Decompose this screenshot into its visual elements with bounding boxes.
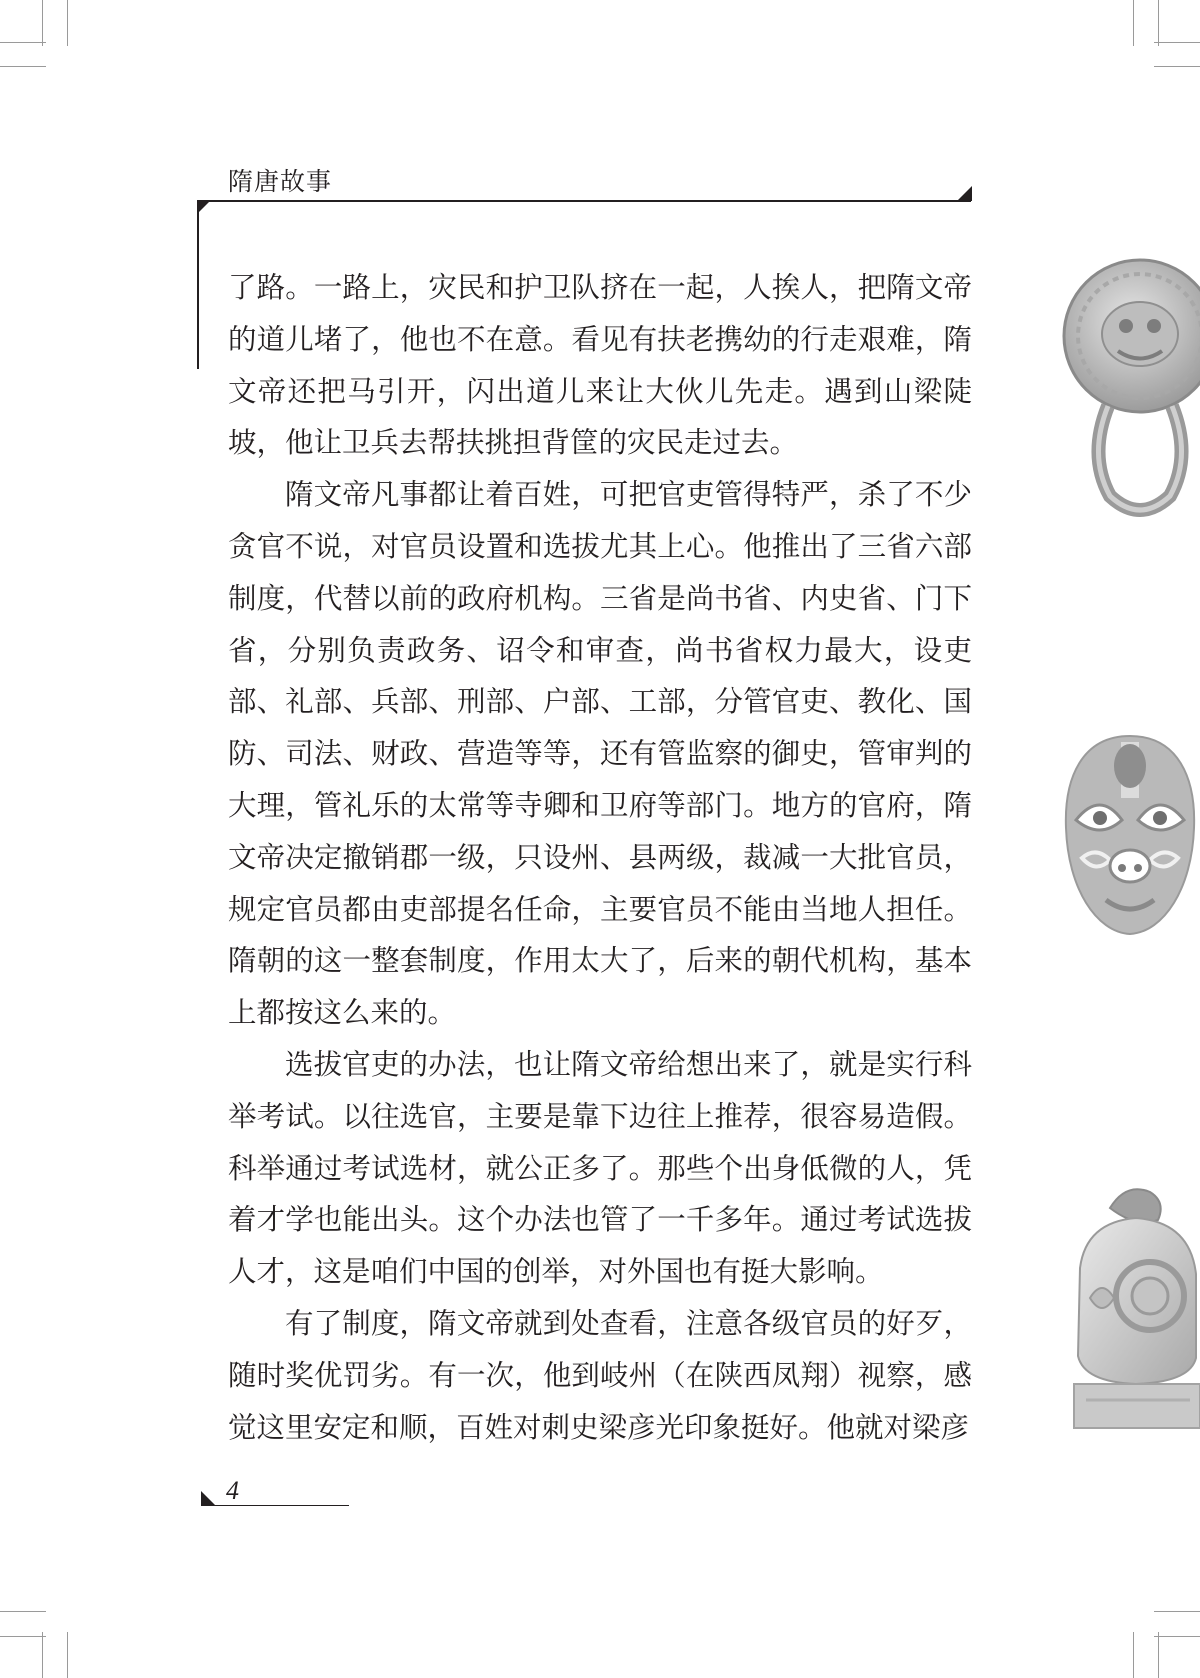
crop-mark: [1158, 1632, 1159, 1678]
header-rule: [197, 200, 971, 202]
footer-corner-mark: [201, 1491, 215, 1505]
crop-mark: [1154, 42, 1200, 43]
body-text: [228, 262, 972, 1453]
paragraph: 了路。一路上，灾民和护卫队挤在一起，人挨人，把隋文帝的道儿堵了，他也不在意。看见有扶老携幼的行走艰难，隋文帝还把马引开，闪出道儿来让大伙儿先走。遇到山梁陡坡，他让卫兵去帮扶挑担背筐的灾民走过去。: [228, 271, 972, 460]
crop-mark: [1133, 0, 1134, 46]
crop-mark: [0, 42, 46, 43]
crop-mark: [0, 1611, 46, 1612]
crop-mark: [1154, 66, 1200, 67]
crop-mark: [67, 0, 68, 46]
crop-mark: [0, 1636, 46, 1637]
crop-mark: [1154, 1611, 1200, 1612]
paragraph: 有了制度，隋文帝就到处查看，注意各级官员的好歹，随时奖优罚劣。有一次，他到岐州（在陕西凤翔）视察，感觉这里安定和顺，百姓对刺史梁彦光印象挺好。他就对梁彦: [228, 1306, 972, 1444]
footer-rule: [201, 1505, 349, 1506]
crop-mark: [0, 66, 46, 67]
crop-mark: [67, 1632, 68, 1678]
paragraph: 选拔官吏的办法，也让隋文帝给想出来了，就是实行科举考试。以往选官，主要是靠下边往上推荐，很容易造假。科举通过考试选材，就公正多了。那些个出身低微的人，凭着才学也能出头。这个办法也管了一千多年。通过考试选拔人才，这是咱们中国的创举，对外国也有挺大影响。: [228, 1047, 972, 1289]
jade-seal-icon: [1066, 1178, 1200, 1430]
opera-mask-icon: [1060, 728, 1200, 940]
margin-bar: [197, 201, 199, 369]
crop-mark: [42, 1632, 43, 1678]
crop-mark: [42, 0, 43, 46]
header-corner-mark: [957, 186, 972, 201]
crop-mark: [1158, 0, 1159, 46]
crop-mark: [1154, 1636, 1200, 1637]
paragraph: 隋文帝凡事都让着百姓，可把官吏管得特严，杀了不少贪官不说，对官员设置和选拔尤其上心。他推出了三省六部制度，代替以前的政府机构。三省是尚书省、内史省、门下省，分别负责政务、诏令和审查，尚书省权力最大，设吏部、礼部、兵部、刑部、户部、工部，分管官吏、教化、国防、司法、财政、营造等等，还有管监察的御史，管审判的大理，管礼乐的太常等寺卿和卫府等部门。地方的官府，隋文帝决定撤销郡一级，只设州、县两级，裁减一大批官员，规定官员都由吏部提名任命，主要官员不能由当地人担任。隋朝的这一整套制度，作用太大了，后来的朝代机构，基本上都按这么来的。: [228, 478, 972, 1030]
running-header: 隋唐故事: [228, 167, 333, 196]
bronze-knocker-icon: [1058, 256, 1200, 528]
crop-mark: [1133, 1632, 1134, 1678]
page-number: 4: [226, 1476, 239, 1505]
